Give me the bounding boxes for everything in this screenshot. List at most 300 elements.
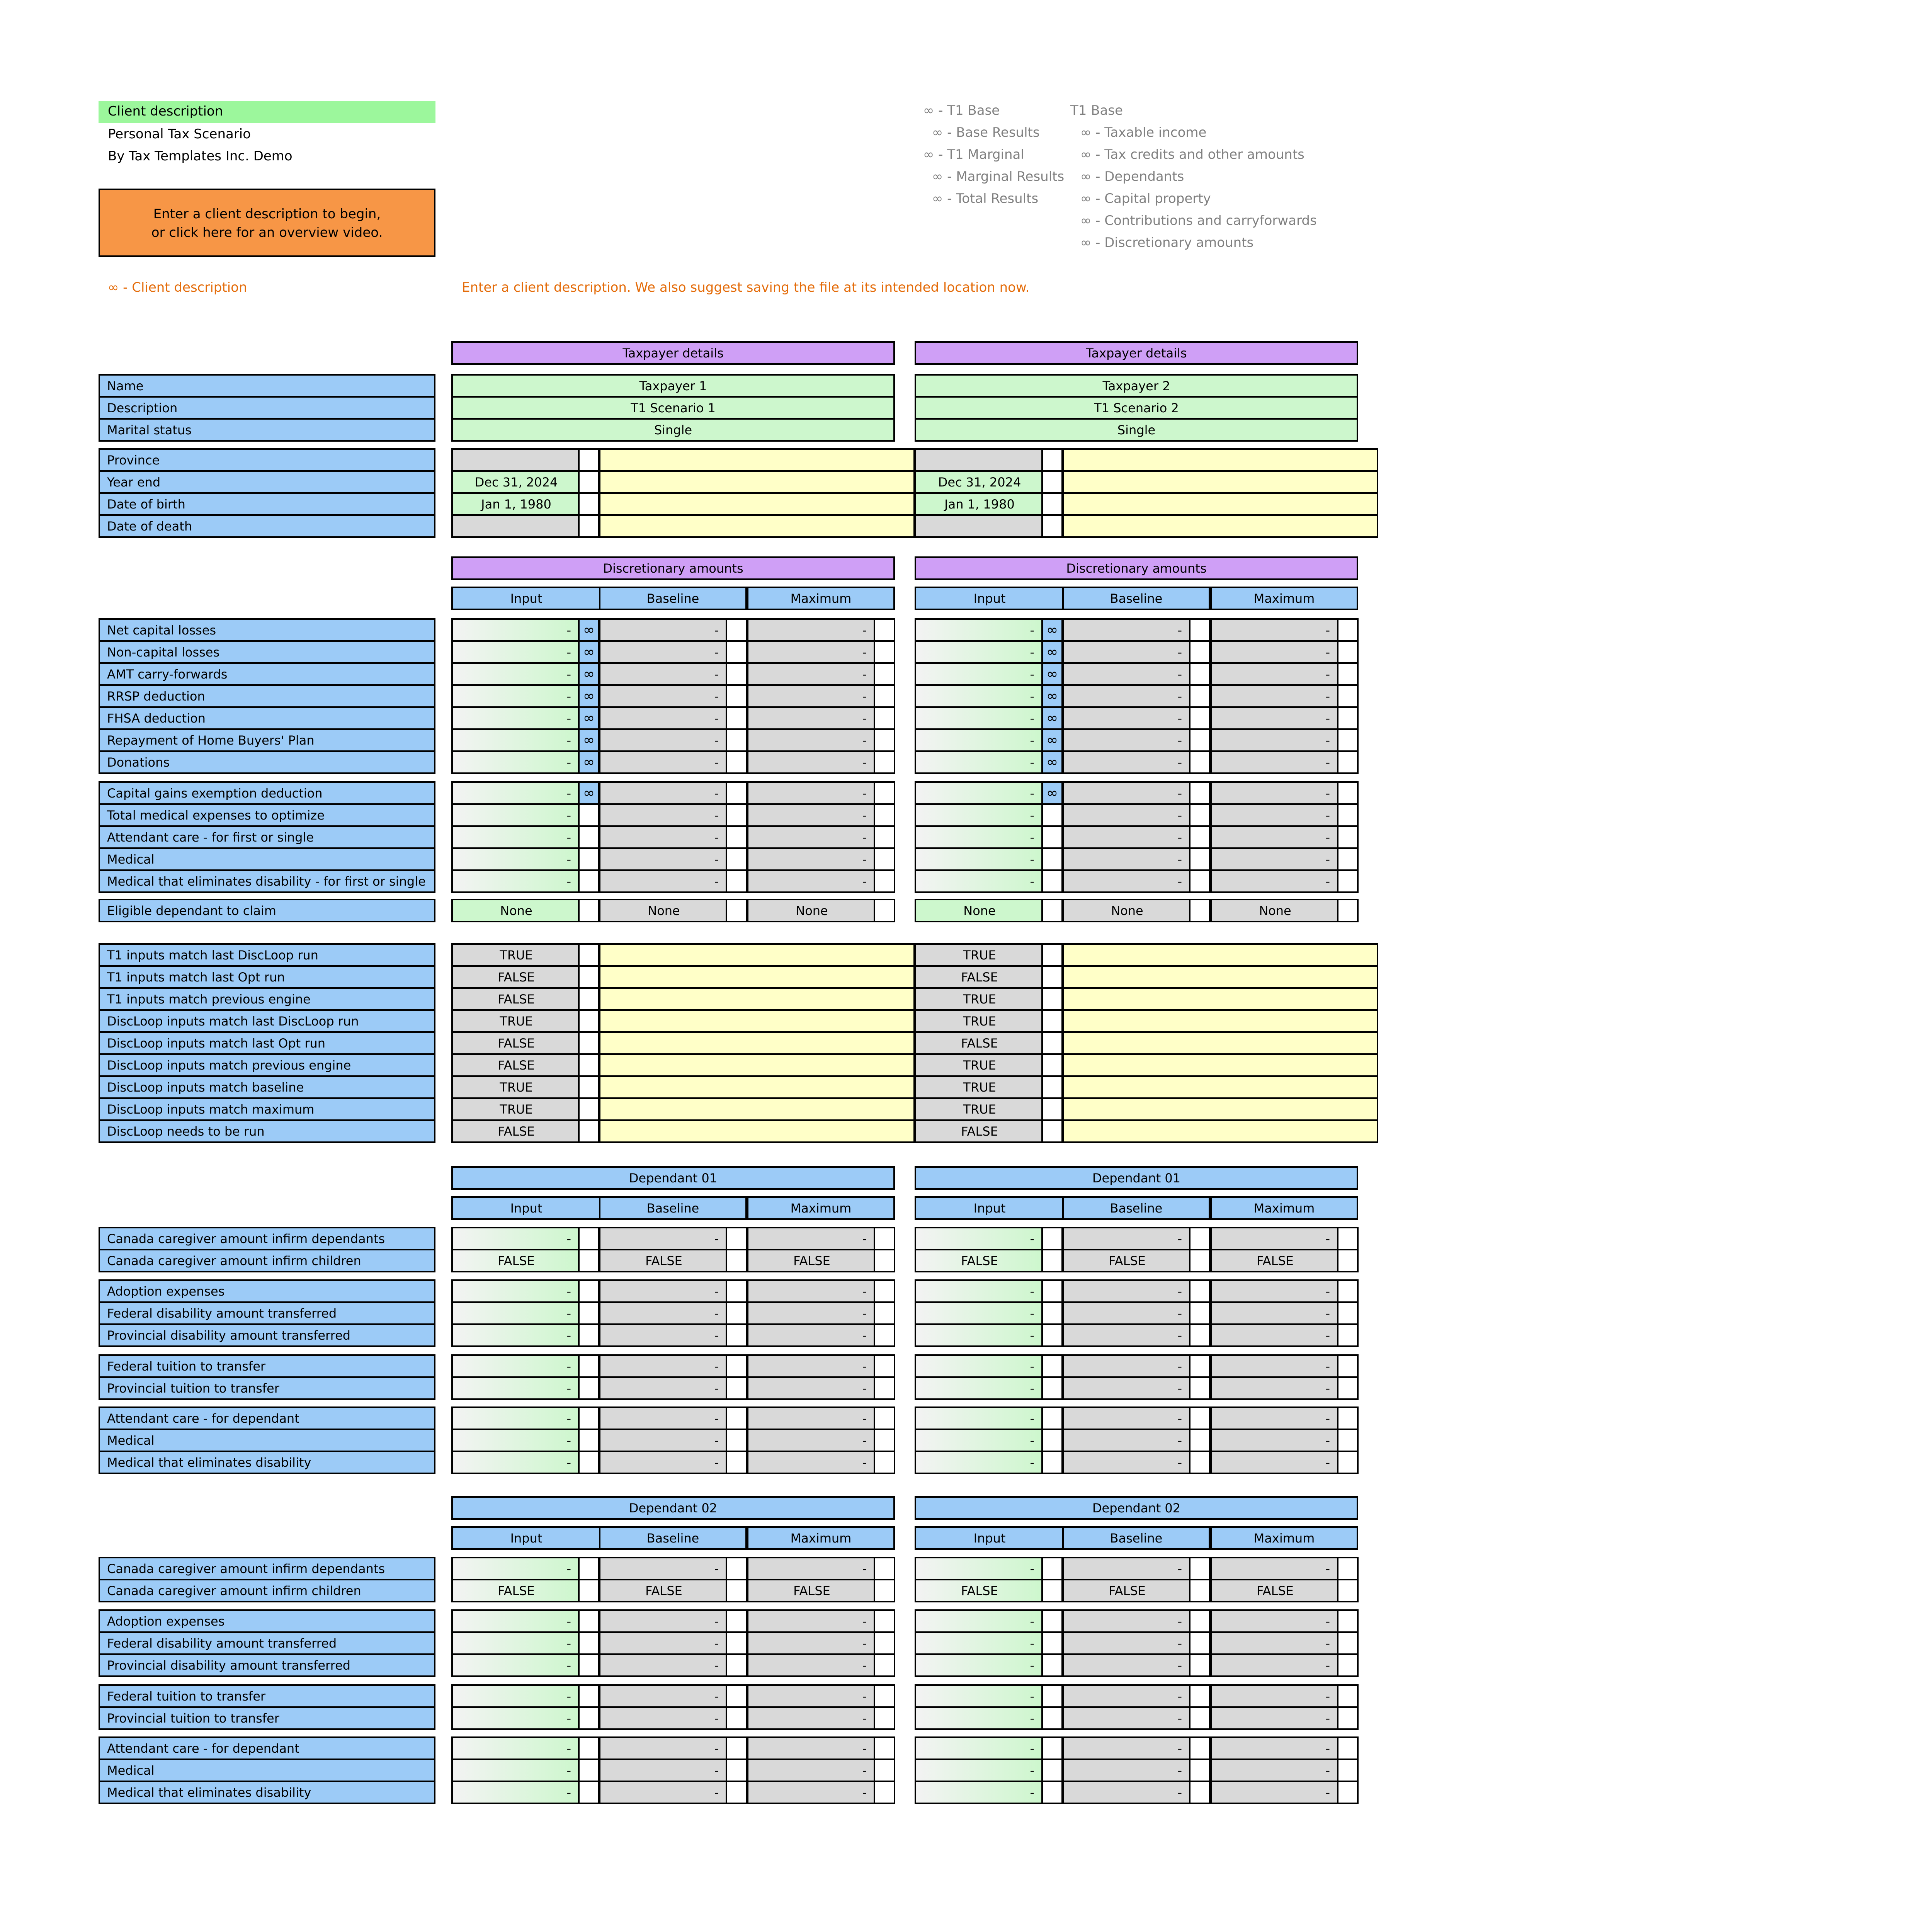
blank-cell	[1041, 1279, 1063, 1303]
maximum-value: -	[1210, 847, 1340, 871]
maximum-value: -	[1210, 662, 1340, 686]
match-flag: FALSE	[451, 1119, 581, 1143]
note-cell	[1062, 1075, 1378, 1099]
input-value[interactable]: -	[915, 1609, 1044, 1633]
maximum-value: -	[747, 1354, 877, 1378]
note-cell	[1062, 1031, 1378, 1055]
blank-cell	[726, 1451, 747, 1474]
row-label: T1 inputs match last DiscLoop run	[99, 943, 435, 967]
note-cell	[1062, 987, 1378, 1011]
blank-cell	[1041, 1301, 1063, 1325]
baseline-value: -	[599, 825, 729, 849]
infinity-link-icon[interactable]: ∞	[1041, 706, 1063, 730]
blank-cell	[1189, 803, 1211, 827]
input-value[interactable]: -	[451, 847, 581, 871]
maximum-value: -	[1210, 1323, 1340, 1347]
col-header-maximum: Maximum	[747, 1196, 895, 1220]
nav-link-right[interactable]: ∞ - Tax credits and other amounts	[1080, 147, 1304, 162]
input-value[interactable]: -	[915, 662, 1044, 686]
input-value[interactable]: -	[915, 1684, 1044, 1708]
baseline-value: -	[1062, 1609, 1192, 1633]
baseline-value: -	[1062, 684, 1192, 708]
col-header-input: Input	[915, 1196, 1065, 1220]
blank-cell	[1041, 869, 1063, 893]
baseline-value: -	[599, 1609, 729, 1633]
nav-link-right: T1 Base	[1070, 103, 1123, 118]
eligible-dependant-baseline: None	[1062, 899, 1192, 922]
input-value[interactable]: -	[915, 1354, 1044, 1378]
infinity-link-icon[interactable]: ∞	[578, 728, 600, 752]
maximum-value: -	[1210, 1406, 1340, 1430]
discretionary-amounts-header: Discretionary amounts	[915, 556, 1358, 580]
baseline-value: -	[1062, 1631, 1192, 1655]
input-value[interactable]: -	[451, 1279, 581, 1303]
blank-cell	[1041, 1736, 1063, 1760]
input-value[interactable]: -	[451, 1227, 581, 1250]
row-label: Medical	[99, 847, 435, 871]
blank-cell	[1041, 803, 1063, 827]
row-label: Canada caregiver amount infirm dependants	[99, 1557, 435, 1580]
blank-cell	[578, 1736, 600, 1760]
input-value[interactable]: -	[451, 662, 581, 686]
baseline-value: -	[599, 706, 729, 730]
blank-cell	[1041, 1451, 1063, 1474]
baseline-value: -	[599, 662, 729, 686]
blank-cell	[1041, 1053, 1063, 1077]
baseline-value: -	[1062, 1301, 1192, 1325]
blank-cell	[1041, 1249, 1063, 1272]
input-value[interactable]: -	[451, 728, 581, 752]
row-label: Provincial disability amount transferred	[99, 1323, 435, 1347]
blank-cell	[874, 1354, 895, 1378]
taxpayer-date-input[interactable]: Jan 1, 1980	[915, 492, 1044, 516]
input-value[interactable]: -	[451, 803, 581, 827]
input-value[interactable]: -	[915, 1376, 1044, 1400]
infinity-link-icon[interactable]: ∞	[1041, 640, 1063, 664]
baseline-value: -	[599, 1684, 729, 1708]
input-value[interactable]: -	[451, 1736, 581, 1760]
maximum-value: -	[747, 1759, 877, 1782]
blank-cell	[578, 1609, 600, 1633]
note-cell	[599, 492, 915, 516]
input-value[interactable]: -	[915, 781, 1044, 805]
input-value[interactable]: -	[451, 1354, 581, 1378]
blank-cell	[578, 1376, 600, 1400]
maximum-value: -	[1210, 706, 1340, 730]
input-value[interactable]: -	[451, 618, 581, 642]
blank-cell	[1041, 1097, 1063, 1121]
input-value[interactable]: -	[915, 1736, 1044, 1760]
blank-cell	[1041, 1684, 1063, 1708]
input-value[interactable]: FALSE	[451, 1249, 581, 1272]
input-value[interactable]: -	[915, 1781, 1044, 1804]
baseline-value: -	[599, 1781, 729, 1804]
note-cell	[1062, 492, 1378, 516]
infinity-link-icon[interactable]: ∞	[578, 706, 600, 730]
match-flag: FALSE	[451, 1031, 581, 1055]
dependant-header: Dependant 02	[915, 1496, 1358, 1520]
blank-cell	[578, 847, 600, 871]
blank-cell	[578, 470, 600, 494]
infinity-link-icon[interactable]: ∞	[578, 781, 600, 805]
blank-cell	[726, 706, 747, 730]
note-cell	[599, 470, 915, 494]
blank-cell	[874, 1781, 895, 1804]
input-value[interactable]: -	[451, 1429, 581, 1452]
blank-cell	[874, 1759, 895, 1782]
blank-cell	[1041, 1631, 1063, 1655]
maximum-value: -	[747, 1684, 877, 1708]
baseline-value: -	[1062, 1759, 1192, 1782]
blank-cell	[1189, 640, 1211, 664]
dependant-header: Dependant 02	[451, 1496, 895, 1520]
infinity-link-icon[interactable]: ∞	[578, 640, 600, 664]
input-value[interactable]: -	[915, 750, 1044, 774]
note-cell	[1062, 1119, 1378, 1143]
maximum-value: -	[747, 640, 877, 664]
match-flag: FALSE	[915, 1119, 1044, 1143]
input-value[interactable]: -	[915, 803, 1044, 827]
blank-cell	[1337, 1609, 1359, 1633]
maximum-value: -	[1210, 684, 1340, 708]
input-value[interactable]: -	[451, 1557, 581, 1580]
eligible-dependant-input[interactable]: None	[451, 899, 581, 922]
blank-cell	[1041, 448, 1063, 472]
blank-cell	[578, 1406, 600, 1430]
maximum-value: -	[747, 1323, 877, 1347]
maximum-value: -	[1210, 1376, 1340, 1400]
input-value[interactable]: -	[915, 706, 1044, 730]
maximum-value: FALSE	[1210, 1579, 1340, 1602]
input-value[interactable]: -	[915, 618, 1044, 642]
row-label: Net capital losses	[99, 618, 435, 642]
blank-cell	[874, 684, 895, 708]
blank-cell	[1337, 847, 1359, 871]
maximum-value: -	[747, 1227, 877, 1250]
input-value[interactable]: -	[915, 1301, 1044, 1325]
blank-cell	[578, 1653, 600, 1677]
input-value[interactable]: -	[451, 1609, 581, 1633]
eligible-dependant-maximum: None	[1210, 899, 1340, 922]
input-value[interactable]: -	[451, 825, 581, 849]
maximum-value: -	[1210, 1706, 1340, 1730]
baseline-value: -	[599, 640, 729, 664]
nav-link-right[interactable]: ∞ - Discretionary amounts	[1080, 235, 1254, 250]
infinity-link-icon[interactable]: ∞	[1041, 684, 1063, 708]
input-value[interactable]: -	[451, 684, 581, 708]
blank-cell	[1041, 1354, 1063, 1378]
taxpayer-date-input[interactable]	[451, 514, 581, 538]
input-value[interactable]: FALSE	[915, 1249, 1044, 1272]
taxpayer-date-input[interactable]	[451, 448, 581, 472]
taxpayer-name[interactable]: Taxpayer 2	[915, 374, 1358, 398]
blank-cell	[874, 1451, 895, 1474]
taxpayer-marital-status[interactable]: Single	[915, 418, 1358, 442]
blank-cell	[1189, 1301, 1211, 1325]
row-label: AMT carry-forwards	[99, 662, 435, 686]
blank-cell	[874, 847, 895, 871]
col-header-maximum: Maximum	[1210, 1526, 1358, 1550]
row-label: Medical that eliminates disability	[99, 1451, 435, 1474]
input-value[interactable]: -	[451, 706, 581, 730]
maximum-value: -	[1210, 728, 1340, 752]
maximum-value: -	[747, 1736, 877, 1760]
baseline-value: -	[599, 1227, 729, 1250]
input-value[interactable]: -	[451, 640, 581, 664]
input-value[interactable]: -	[915, 1406, 1044, 1430]
input-value[interactable]: -	[451, 1684, 581, 1708]
baseline-value: -	[1062, 662, 1192, 686]
blank-cell	[726, 662, 747, 686]
client-description-link[interactable]: ∞ - Client description	[108, 280, 247, 295]
blank-cell	[1041, 1781, 1063, 1804]
blank-cell	[1189, 1609, 1211, 1633]
col-header-input: Input	[915, 587, 1065, 610]
nav-link-right[interactable]: ∞ - Dependants	[1080, 169, 1184, 184]
input-value[interactable]: -	[915, 684, 1044, 708]
blank-cell	[1041, 987, 1063, 1011]
maximum-value: -	[747, 803, 877, 827]
taxpayer-marital-status[interactable]: Single	[451, 418, 895, 442]
blank-cell	[1337, 1429, 1359, 1452]
input-value[interactable]: -	[451, 1759, 581, 1782]
blank-cell	[1337, 1249, 1359, 1272]
blank-cell	[1041, 1227, 1063, 1250]
input-value[interactable]: -	[915, 1631, 1044, 1655]
blank-cell	[1189, 1684, 1211, 1708]
col-header-maximum: Maximum	[1210, 587, 1358, 610]
taxpayer-name[interactable]: Taxpayer 1	[451, 374, 895, 398]
infinity-link-icon[interactable]: ∞	[578, 750, 600, 774]
nav-link-right[interactable]: ∞ - Contributions and carryforwards	[1080, 213, 1317, 228]
taxpayer-date-input[interactable]	[915, 514, 1044, 538]
row-label: Medical that eliminates disability - for first or single	[99, 869, 435, 893]
blank-cell	[874, 803, 895, 827]
taxpayer-date-input[interactable]	[915, 448, 1044, 472]
blank-cell	[874, 1301, 895, 1325]
maximum-value: -	[747, 1609, 877, 1633]
infinity-link-icon[interactable]: ∞	[578, 618, 600, 642]
note-cell	[599, 1075, 915, 1099]
blank-cell	[874, 825, 895, 849]
blank-cell	[1041, 1031, 1063, 1055]
blank-cell	[1189, 1781, 1211, 1804]
input-value[interactable]: -	[915, 1759, 1044, 1782]
note-cell	[599, 1097, 915, 1121]
input-value[interactable]: -	[451, 1781, 581, 1804]
baseline-value: -	[599, 1736, 729, 1760]
row-label: Marital status	[99, 418, 435, 442]
row-label: Province	[99, 448, 435, 472]
input-value[interactable]: -	[451, 1301, 581, 1325]
blank-cell	[578, 869, 600, 893]
blank-cell	[726, 1376, 747, 1400]
input-value[interactable]: -	[451, 1323, 581, 1347]
eligible-dependant-maximum: None	[747, 899, 877, 922]
input-value[interactable]: -	[451, 1706, 581, 1730]
baseline-value: -	[599, 1451, 729, 1474]
row-label: Federal tuition to transfer	[99, 1354, 435, 1378]
input-value[interactable]: -	[915, 728, 1044, 752]
blank-cell	[874, 618, 895, 642]
note-cell	[599, 943, 915, 967]
maximum-value: -	[1210, 1684, 1340, 1708]
input-value[interactable]: -	[915, 1227, 1044, 1250]
blank-cell	[874, 1579, 895, 1602]
blank-cell	[1337, 1451, 1359, 1474]
baseline-value: -	[1062, 847, 1192, 871]
note-cell	[599, 1009, 915, 1033]
blank-cell	[1189, 1736, 1211, 1760]
blank-cell	[1337, 662, 1359, 686]
blank-cell	[578, 1053, 600, 1077]
blank-cell	[1337, 803, 1359, 827]
input-value[interactable]: -	[915, 640, 1044, 664]
row-label: Date of birth	[99, 492, 435, 516]
input-value[interactable]: FALSE	[915, 1579, 1044, 1602]
match-flag: TRUE	[451, 1075, 581, 1099]
input-value[interactable]: -	[915, 1429, 1044, 1452]
maximum-value: -	[747, 1301, 877, 1325]
taxpayer-date-input[interactable]: Jan 1, 1980	[451, 492, 581, 516]
input-value[interactable]: FALSE	[451, 1579, 581, 1602]
taxpayer-date-input[interactable]: Dec 31, 2024	[451, 470, 581, 494]
infinity-link-icon[interactable]: ∞	[1041, 781, 1063, 805]
blank-cell	[874, 640, 895, 664]
maximum-value: -	[1210, 1736, 1340, 1760]
input-value[interactable]: -	[451, 1451, 581, 1474]
input-value[interactable]: -	[915, 1279, 1044, 1303]
input-value[interactable]: -	[915, 1451, 1044, 1474]
blank-cell	[1337, 1579, 1359, 1602]
blank-cell	[874, 1249, 895, 1272]
input-value[interactable]: -	[915, 847, 1044, 871]
nav-link-left[interactable]: ∞ - Base Results	[932, 125, 1040, 140]
blank-cell	[1337, 1279, 1359, 1303]
blank-cell	[578, 448, 600, 472]
row-label: Attendant care - for dependant	[99, 1406, 435, 1430]
infinity-link-icon[interactable]: ∞	[1041, 750, 1063, 774]
row-label: Medical that eliminates disability	[99, 1781, 435, 1804]
input-value[interactable]: -	[451, 1376, 581, 1400]
blank-cell	[1041, 825, 1063, 849]
blank-cell	[578, 1279, 600, 1303]
input-value[interactable]: -	[915, 869, 1044, 893]
blank-cell	[1337, 1706, 1359, 1730]
blank-cell	[1189, 1631, 1211, 1655]
note-cell	[599, 1119, 915, 1143]
blank-cell	[1041, 1119, 1063, 1143]
input-value[interactable]: -	[915, 825, 1044, 849]
infinity-link-icon[interactable]: ∞	[1041, 618, 1063, 642]
blank-cell	[1337, 899, 1359, 922]
input-value[interactable]: -	[451, 1653, 581, 1677]
input-value[interactable]: -	[451, 1406, 581, 1430]
blank-cell	[1337, 1227, 1359, 1250]
input-value[interactable]: -	[451, 750, 581, 774]
blank-cell	[1189, 1406, 1211, 1430]
baseline-value: -	[1062, 1736, 1192, 1760]
note-cell	[1062, 448, 1378, 472]
blank-cell	[874, 781, 895, 805]
baseline-value: -	[599, 1631, 729, 1655]
row-label: Provincial tuition to transfer	[99, 1706, 435, 1730]
blank-cell	[726, 640, 747, 664]
blank-cell	[1337, 1323, 1359, 1347]
blank-cell	[726, 825, 747, 849]
nav-link-left[interactable]: ∞ - Marginal Results	[932, 169, 1065, 184]
blank-cell	[874, 706, 895, 730]
blank-cell	[1041, 899, 1063, 922]
blank-cell	[1337, 1376, 1359, 1400]
taxpayer-description[interactable]: T1 Scenario 1	[451, 396, 895, 420]
blank-cell	[1337, 1301, 1359, 1325]
blank-cell	[1337, 1736, 1359, 1760]
blank-cell	[578, 899, 600, 922]
blank-cell	[1337, 684, 1359, 708]
nav-link-right[interactable]: ∞ - Taxable income	[1080, 125, 1207, 140]
nav-link-left[interactable]: ∞ - T1 Marginal	[923, 147, 1024, 162]
nav-link-right[interactable]: ∞ - Capital property	[1080, 191, 1211, 206]
nav-link-left[interactable]: ∞ - T1 Base	[923, 103, 1000, 118]
taxpayer-date-input[interactable]: Dec 31, 2024	[915, 470, 1044, 494]
blank-cell	[1041, 847, 1063, 871]
blank-cell	[578, 825, 600, 849]
eligible-dependant-input[interactable]: None	[915, 899, 1044, 922]
blank-cell	[1189, 1579, 1211, 1602]
maximum-value: -	[1210, 1429, 1340, 1452]
infinity-link-icon[interactable]: ∞	[1041, 662, 1063, 686]
input-value[interactable]: -	[915, 1557, 1044, 1580]
match-flag: TRUE	[451, 1097, 581, 1121]
blank-cell	[578, 1631, 600, 1655]
blank-cell	[726, 750, 747, 774]
infinity-link-icon[interactable]: ∞	[1041, 728, 1063, 752]
baseline-value: -	[1062, 750, 1192, 774]
maximum-value: -	[1210, 803, 1340, 827]
row-label: Federal disability amount transferred	[99, 1631, 435, 1655]
maximum-value: -	[747, 1706, 877, 1730]
baseline-value: -	[599, 847, 729, 871]
infinity-link-icon[interactable]: ∞	[578, 684, 600, 708]
input-value[interactable]: -	[915, 1653, 1044, 1677]
maximum-value: -	[747, 1653, 877, 1677]
input-value[interactable]: -	[451, 781, 581, 805]
match-flag: TRUE	[915, 987, 1044, 1011]
overview-button-line-2: or click here for an overview video.	[151, 225, 383, 240]
overview-video-button[interactable]	[99, 189, 435, 257]
nav-link-left[interactable]: ∞ - Total Results	[932, 191, 1039, 206]
input-value[interactable]: -	[451, 869, 581, 893]
infinity-link-icon[interactable]: ∞	[578, 662, 600, 686]
col-header-maximum: Maximum	[747, 587, 895, 610]
blank-cell	[726, 1653, 747, 1677]
blank-cell	[874, 728, 895, 752]
blank-cell	[726, 684, 747, 708]
taxpayer-description[interactable]: T1 Scenario 2	[915, 396, 1358, 420]
row-label: DiscLoop inputs match previous engine	[99, 1053, 435, 1077]
maximum-value: -	[1210, 1653, 1340, 1677]
maximum-value: -	[1210, 869, 1340, 893]
blank-cell	[1041, 1653, 1063, 1677]
input-value[interactable]: -	[915, 1323, 1044, 1347]
blank-cell	[1041, 1579, 1063, 1602]
maximum-value: -	[1210, 1631, 1340, 1655]
blank-cell	[578, 1075, 600, 1099]
overview-button-line-1: Enter a client description to begin,	[153, 206, 381, 222]
input-value[interactable]: -	[451, 1631, 581, 1655]
input-value[interactable]: -	[915, 1706, 1044, 1730]
